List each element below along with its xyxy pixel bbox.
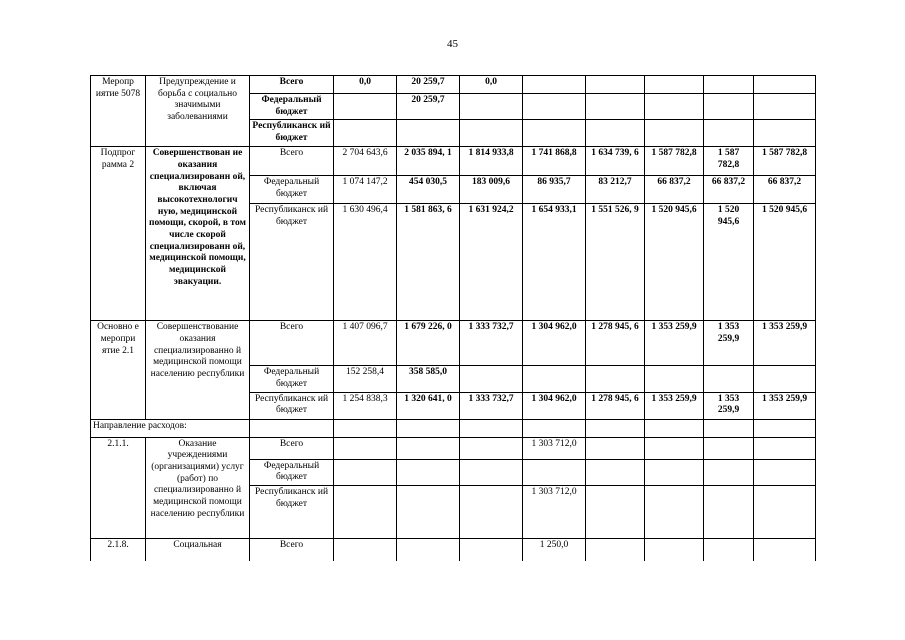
table-cell: 1 353 259,9 bbox=[645, 392, 704, 419]
table-cell: 1 587 782,8 bbox=[754, 147, 816, 176]
section-header: Направление расходов: bbox=[91, 419, 250, 437]
table-cell bbox=[523, 419, 586, 437]
table-cell bbox=[754, 486, 816, 539]
row-code: 2.1.1. bbox=[91, 437, 146, 538]
table-cell: 86 935,7 bbox=[523, 176, 586, 204]
budget-table bbox=[90, 75, 816, 561]
table-cell bbox=[645, 76, 704, 94]
table-cell: 1 520 945,6 bbox=[704, 204, 754, 321]
table-cell bbox=[754, 419, 816, 437]
table-row bbox=[91, 419, 816, 437]
table-cell: 1 634 739, 6 bbox=[586, 147, 645, 176]
table-row bbox=[91, 437, 816, 459]
table-cell bbox=[334, 120, 397, 147]
source-label: Всего bbox=[250, 76, 334, 94]
row-code: Подпрог рамма 2 bbox=[91, 147, 146, 321]
table-cell bbox=[704, 366, 754, 392]
table-cell: 1 551 526, 9 bbox=[586, 204, 645, 321]
table-cell: 1 407 096,7 bbox=[334, 321, 397, 366]
table-cell: 1 250,0 bbox=[523, 539, 586, 561]
table-cell: 66 837,2 bbox=[645, 176, 704, 204]
table-cell bbox=[704, 120, 754, 147]
table-cell bbox=[523, 94, 586, 120]
table-cell: 66 837,2 bbox=[754, 176, 816, 204]
table-cell bbox=[250, 419, 334, 437]
table-cell bbox=[704, 76, 754, 94]
table-cell bbox=[586, 437, 645, 459]
table-cell: 1 353 259,9 bbox=[704, 392, 754, 419]
table-cell bbox=[645, 366, 704, 392]
table-cell: 1 304 962,0 bbox=[523, 392, 586, 419]
table-cell: 1 304 962,0 bbox=[523, 321, 586, 366]
table-cell bbox=[523, 366, 586, 392]
table-cell: 1 333 732,7 bbox=[460, 321, 523, 366]
table-cell: 1 353 259,9 bbox=[754, 321, 816, 366]
table-cell: 2 704 643,6 bbox=[334, 147, 397, 176]
table-cell: 0,0 bbox=[460, 76, 523, 94]
table-cell bbox=[460, 459, 523, 485]
row-title: Совершенствован ие оказания специализированн ой, включая высокотехнологич ную, медицинской помощи, скорой, в том числе скорой специализированн ой, медицинской помощи, медицинской эвакуации. bbox=[146, 147, 250, 321]
table-cell bbox=[754, 120, 816, 147]
table-cell: 0,0 bbox=[334, 76, 397, 94]
table-cell: 83 212,7 bbox=[586, 176, 645, 204]
table-cell bbox=[586, 76, 645, 94]
table-cell: 1 654 933,1 bbox=[523, 204, 586, 321]
source-label: Всего bbox=[250, 539, 334, 561]
table-cell bbox=[460, 94, 523, 120]
table-cell: 1 679 226, 0 bbox=[397, 321, 460, 366]
table-cell: 1 587 782,8 bbox=[704, 147, 754, 176]
source-label: Всего bbox=[250, 147, 334, 176]
table-cell bbox=[754, 76, 816, 94]
table-cell: 2 035 894, 1 bbox=[397, 147, 460, 176]
table-cell bbox=[586, 366, 645, 392]
table-cell: 358 585,0 bbox=[397, 366, 460, 392]
table-cell bbox=[586, 539, 645, 561]
table-cell: 1 074 147,2 bbox=[334, 176, 397, 204]
table-cell bbox=[460, 120, 523, 147]
row-title: Совершенствование оказания специализированно й медицинской помощи населению республики bbox=[146, 321, 250, 419]
source-label: Федеральный бюджет bbox=[250, 94, 334, 120]
source-label: Всего bbox=[250, 437, 334, 459]
row-code: Меропр иятие 5078 bbox=[91, 76, 146, 147]
table-cell bbox=[586, 419, 645, 437]
table-cell bbox=[397, 419, 460, 437]
table-cell bbox=[334, 486, 397, 539]
table-cell: 1 303 712,0 bbox=[523, 437, 586, 459]
source-label: Всего bbox=[250, 321, 334, 366]
table-cell: 1 630 496,4 bbox=[334, 204, 397, 321]
table-cell bbox=[460, 366, 523, 392]
table-cell: 1 333 732,7 bbox=[460, 392, 523, 419]
table-cell bbox=[397, 437, 460, 459]
table-cell: 1 278 945, 6 bbox=[586, 321, 645, 366]
table-cell bbox=[586, 459, 645, 485]
table-cell bbox=[460, 539, 523, 561]
table-cell bbox=[645, 459, 704, 485]
table-cell: 1 581 863, 6 bbox=[397, 204, 460, 321]
table-cell bbox=[586, 486, 645, 539]
table-cell bbox=[645, 94, 704, 120]
table-cell: 1 814 933,8 bbox=[460, 147, 523, 176]
table-row bbox=[91, 147, 816, 176]
table-cell bbox=[704, 437, 754, 459]
table-cell bbox=[704, 94, 754, 120]
table-cell bbox=[334, 437, 397, 459]
source-label: Республиканск ий бюджет bbox=[250, 486, 334, 539]
table-cell bbox=[460, 437, 523, 459]
source-label: Федеральный бюджет bbox=[250, 459, 334, 485]
table-cell bbox=[645, 486, 704, 539]
table-cell bbox=[397, 486, 460, 539]
table-cell bbox=[334, 539, 397, 561]
table-cell: 1 353 259,9 bbox=[754, 392, 816, 419]
table-cell bbox=[523, 459, 586, 485]
table-cell bbox=[523, 120, 586, 147]
table-cell: 1 353 259,9 bbox=[704, 321, 754, 366]
table-cell bbox=[645, 419, 704, 437]
table-cell: 1 587 782,8 bbox=[645, 147, 704, 176]
row-title: Предупреждение и борьба с социально значимыми заболеваниями bbox=[146, 76, 250, 147]
table-cell bbox=[397, 120, 460, 147]
table-row bbox=[91, 539, 816, 561]
table-cell bbox=[586, 120, 645, 147]
table-cell: 1 254 838,3 bbox=[334, 392, 397, 419]
table-cell: 1 631 924,2 bbox=[460, 204, 523, 321]
row-title: Оказание учреждениями (организациями) услуг (работ) по специализированно й медицинской помощи населению республики bbox=[146, 437, 250, 538]
table-cell bbox=[704, 459, 754, 485]
table-cell: 20 259,7 bbox=[397, 94, 460, 120]
table-cell bbox=[754, 437, 816, 459]
table-cell: 1 353 259,9 bbox=[645, 321, 704, 366]
row-code: 2.1.8. bbox=[91, 539, 146, 561]
source-label: Республиканск ий бюджет bbox=[250, 204, 334, 321]
table-cell: 183 009,6 bbox=[460, 176, 523, 204]
row-title: Социальная bbox=[146, 539, 250, 561]
page-number: 45 bbox=[447, 38, 458, 50]
table-cell bbox=[334, 459, 397, 485]
table-cell bbox=[645, 437, 704, 459]
table-cell bbox=[460, 419, 523, 437]
table-cell bbox=[523, 76, 586, 94]
table-cell bbox=[754, 366, 816, 392]
table-cell bbox=[334, 94, 397, 120]
table-cell bbox=[704, 539, 754, 561]
table-row bbox=[91, 76, 816, 94]
source-label: Федеральный бюджет bbox=[250, 176, 334, 204]
table-cell bbox=[334, 419, 397, 437]
table-cell bbox=[754, 539, 816, 561]
source-label: Республиканск ий бюджет bbox=[250, 392, 334, 419]
table-cell: 20 259,7 bbox=[397, 76, 460, 94]
table-cell: 1 520 945,6 bbox=[754, 204, 816, 321]
table-cell bbox=[754, 94, 816, 120]
table-cell bbox=[704, 486, 754, 539]
table-cell: 1 303 712,0 bbox=[523, 486, 586, 539]
table-cell bbox=[397, 539, 460, 561]
table-cell bbox=[645, 120, 704, 147]
table-cell: 1 278 945, 6 bbox=[586, 392, 645, 419]
table-cell: 1 320 641, 0 bbox=[397, 392, 460, 419]
table-cell: 1 741 868,8 bbox=[523, 147, 586, 176]
table-cell: 454 030,5 bbox=[397, 176, 460, 204]
table-row bbox=[91, 321, 816, 366]
table-cell: 66 837,2 bbox=[704, 176, 754, 204]
table-cell bbox=[704, 419, 754, 437]
table-cell bbox=[754, 459, 816, 485]
table-cell bbox=[397, 459, 460, 485]
row-code: Основно е меропри ятие 2.1 bbox=[91, 321, 146, 419]
source-label: Федеральный бюджет bbox=[250, 366, 334, 392]
table-cell bbox=[586, 94, 645, 120]
table-cell: 1 520 945,6 bbox=[645, 204, 704, 321]
table-cell bbox=[645, 539, 704, 561]
table-cell: 152 258,4 bbox=[334, 366, 397, 392]
source-label: Республиканск ий бюджет bbox=[250, 120, 334, 147]
table-cell bbox=[460, 486, 523, 539]
